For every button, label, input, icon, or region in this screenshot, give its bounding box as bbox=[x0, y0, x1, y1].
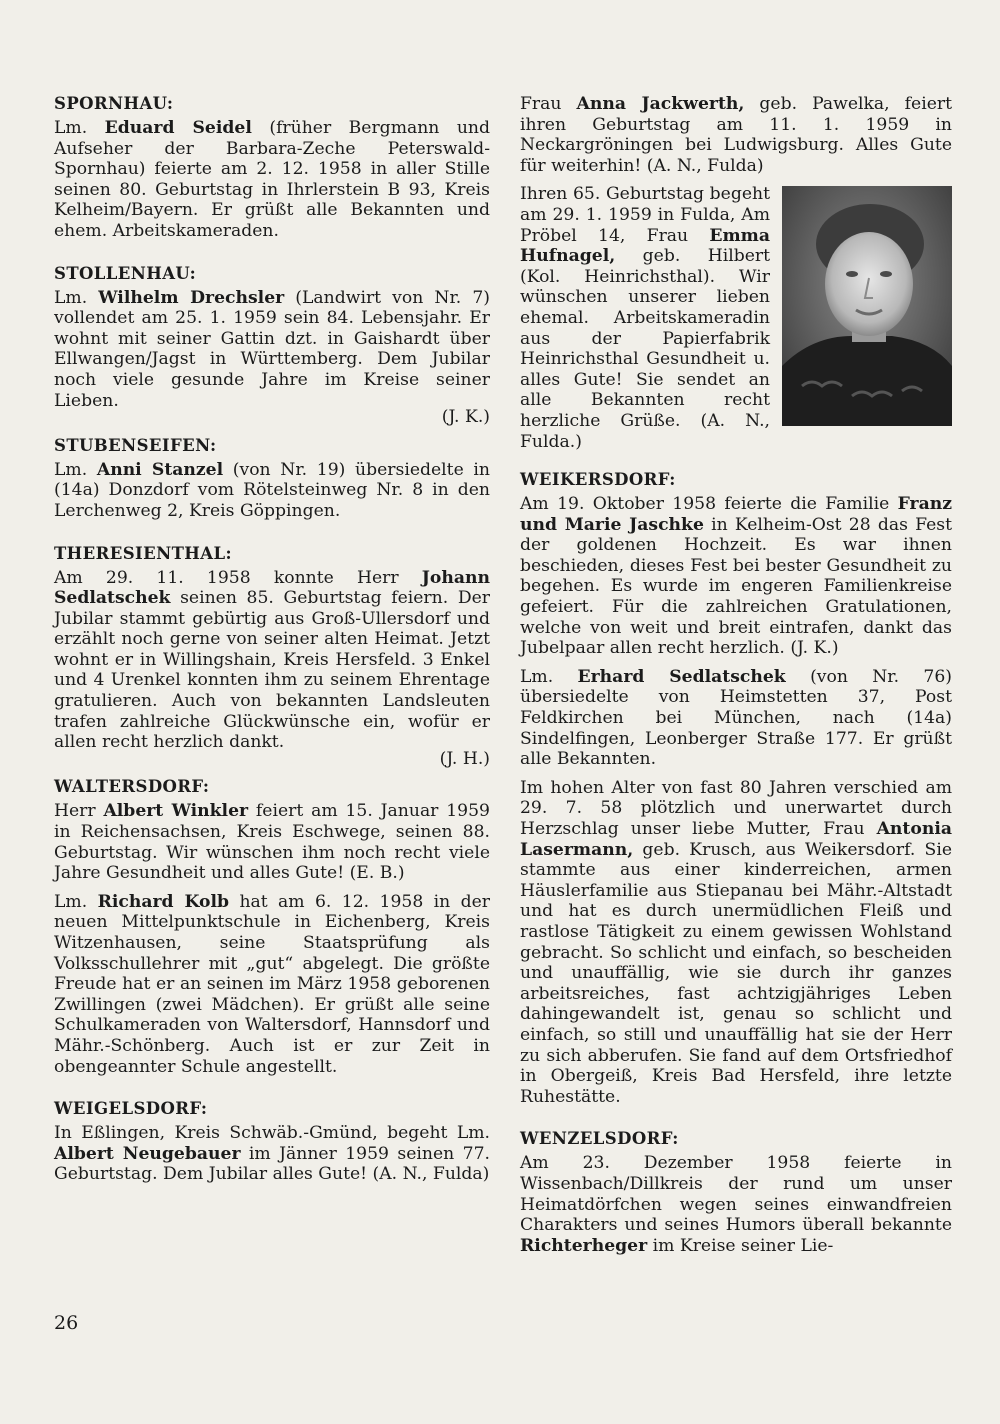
article-winkler: Herr Albert Winkler feiert am 15. Januar 1959 in Reichensachsen, Kreis Eschwege, seinen 88. Geburtstag. Wir wünschen ihm noch recht viele Jahre Gesundheit und alles Gute! (E. B.) bbox=[54, 801, 490, 884]
article-jackwerth: Frau Anna Jackwerth, geb. Pawelka, feiert ihren Geburtstag am 11. 1. 1959 in Neckargröningen bei Ludwigsburg. Alles Gute für weiterhin! (A. N., Fulda) bbox=[520, 94, 952, 176]
page-number: 26 bbox=[54, 1312, 79, 1334]
portrait-photo bbox=[782, 186, 952, 426]
section-heading-spornhau: SPORNHAU: bbox=[54, 94, 174, 113]
section-heading-weigelsdorf: WEIGELSDORF: bbox=[54, 1099, 208, 1119]
article-jaschke: Am 19. Oktober 1958 feierte die Familie Franz und Marie Jaschke in Kelheim-Ost 28 das Fest der goldenen Hochzeit. Es war ihnen beschieden, dieses Fest bei bester Gesundheit zu begehen. Es wurde im engeren Familienkreise gefeiert. Für die zahlreichen Gratulationen, welche von weit und breit eintrafen, dankt das Jubelpaar allen recht herzlich. (J. K.) bbox=[520, 494, 952, 659]
author-signature: (J. H.) bbox=[439, 748, 490, 769]
section-heading-stollenhau: STOLLENHAU: bbox=[54, 263, 197, 283]
article-kolb: Lm. Richard Kolb hat am 6. 12. 1958 in der neuen Mittelpunktschule in Eichenberg, Kreis Witzenhausen, seine Staatsprüfung als Volksschullehrer mit „gut“ abgelegt. Die größte Freude hat er an seinen im März 1958 geborenen Zwillingen (zwei Mädchen). Er grüßt alle seine Schulkameraden von Waltersdorf, Hannsdorf und Mähr.-Schönberg. Auch ist er zur Zeit in obengeannter Schule angestellt. bbox=[54, 891, 490, 1077]
article-lasermann: Im hohen Alter von fast 80 Jahren verschied am 29. 7. 58 plötzlich und unerwartet durch Herzschlag unser liebe Mutter, Frau Antonia Lasermann, geb. Krusch, aus Weikersdorf. Sie stammte aus einer kinderreichen, armen Häuslerfamilie aus Stiepanau bei Mähr.-Altstadt und hat es durch unermüdlichen Fleiß und rastlose Tätigkeit zu einem gewissen Wohlstand gebracht. So schlicht und einfach, so bescheiden und unauffällig, wie sie durch ihr ganzes arbeitsreiches, fast achtzigjähriges Leben dahingewandelt ist, genau so schlicht und einfach, so still und unauffällig hat sie der Herr zu sich abberufen. Sie fand auf dem Ortsfriedhof in Obergeiß, Kreis Bad Hersfeld, ihre letzte Ruhestätte. bbox=[520, 777, 952, 1107]
section-heading-theresienthal: THERESIENTHAL: bbox=[54, 543, 232, 563]
section-heading-weikersdorf: WEIKERSDORF: bbox=[520, 470, 676, 490]
section-heading-waltersdorf: WALTERSDORF: bbox=[54, 777, 210, 797]
article-richterheger: Am 23. Dezember 1958 feierte in Wissenbach/Dillkreis der rund um unser Heimatdörfchen wegen seines einwandfreien Charakters und seines Humors überall bekannte Richterheger im Kreise seiner Lie- bbox=[520, 1153, 952, 1256]
section-heading-wenzelsdorf: WENZELSDORF: bbox=[520, 1129, 679, 1149]
portrait-image bbox=[782, 186, 952, 426]
article-drechsler: Lm. Wilhelm Drechsler (Landwirt von Nr. 7) vollendet am 25. 1. 1959 sein 84. Lebensjahr. Er wohnt mit seiner Gattin dzt. in Gaishardt über Ellwangen/Jagst in Württemberg. Dem Jubilar noch viele gesunde Jahre im Kreise seiner Lieben. (J. K.) bbox=[54, 287, 490, 428]
article-hufnagel: Ihren 65. Geburtstag begeht am 29. 1. 1959 in Fulda, Am Pröbel 14, Frau Emma Hufnagel, geb. Hilbert (Kol. Heinrichsthal). Wir wünschen unserer lieben ehemal. Arbeitskameradin aus der Papierfabrik Heinrichsthal Gesundheit u. alles Gute! Sie sendet an alle Bekannten recht herzliche Grüße. (A. N., Fulda.) bbox=[520, 184, 770, 452]
section-heading-stubenseifen: STUBENSEIFEN: bbox=[54, 435, 217, 455]
left-column bbox=[54, 94, 490, 1193]
author-signature: (J. K.) bbox=[441, 407, 490, 428]
article-erhard-sedlatschek: Lm. Erhard Sedlatschek (von Nr. 76) übersiedelte von Heimstetten 37, Post Feldkirchen bei München, nach (14a) Sindelfingen, Leonberger Straße 177. Er grüßt alle Bekannten. bbox=[520, 666, 952, 770]
article-neugebauer: In Eßlingen, Kreis Schwäb.-Gmünd, begeht Lm. Albert Neugebauer im Jänner 1959 seinen 77. Geburtstag. Dem Jubilar alles Gute! (A. N., Fulda) bbox=[54, 1123, 490, 1185]
article-seidel: Lm. Eduard Seidel (früher Bergmann und Aufseher der Barbara-Zeche Peterswald-Spornhau) feierte am 2. 12. 1958 in aller Stille seinen 80. Geburtstag in Ihrlerstein B 93, Kreis Kelheim/Bayern. Er grüßt alle Bekannten und ehem. Arbeitskameraden. bbox=[54, 118, 491, 241]
article-johann-sedlatschek: Am 29. 11. 1958 konnte Herr Johann Sedlatschek seinen 85. Geburtstag feiern. Der Jubilar stammt gebürtig aus Groß-Ullersdorf und erzählt noch gerne von seiner alten Heimat. Jetzt wohnt er in Willingshain, Kreis Hersfeld. 3 Enkel und 4 Urenkel konnten ihm zu seinem Ehrentage gratulieren. Auch von bekannten Landsleuten trafen zahlreiche Glückwünsche ein, wofür er allen recht herzlich dankt. (J. H.) bbox=[54, 567, 490, 769]
right-column bbox=[520, 94, 952, 1264]
article-stanzel: Lm. Anni Stanzel (von Nr. 19) übersiedelte in (14a) Donzdorf vom Rötelsteinweg Nr. 8 in den Lerchenweg 2, Kreis Göppingen. bbox=[54, 459, 490, 521]
